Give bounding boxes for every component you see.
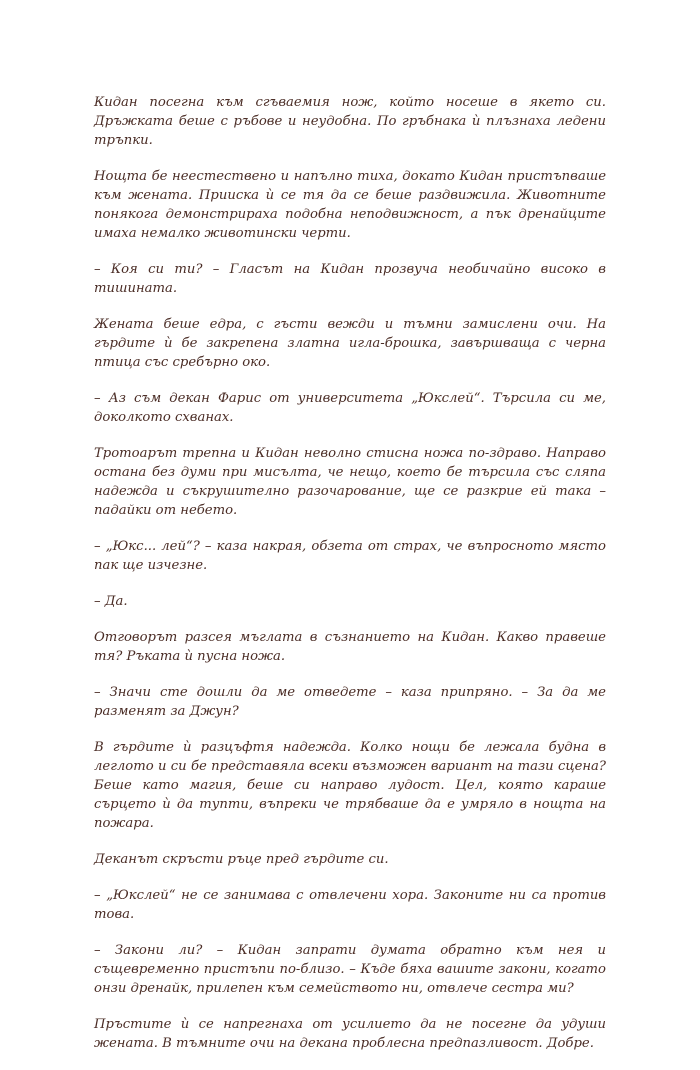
paragraph: В гърдите ѝ разцъфтя надежда. Колко нощи бе лежала будна в леглото и си бе представяла всеки възможен вариант на тази сцена? Беше като магия, беше си направо лудост. Цел, която караше сърцето ѝ да тупти, въпреки че трябваше да е умряло в нощта на пожара. (94, 740, 606, 831)
page-body (94, 93, 606, 1070)
paragraph: Жената беше едра, с гъсти вежди и тъмни замислени очи. На гърдите ѝ бе закрепена златна игла-брошка, завършваща с черна птица със сребърно око. (94, 317, 606, 370)
paragraph: Отговорът разсея мъглата в съзнанието на Кидан. Какво правеше тя? Ръката ѝ пусна ножа. (94, 630, 606, 664)
paragraph: Кидан посегна към сгъваемия нож, който носеше в якето си. Дръжката беше с ръбове и неудобна. По гръбнака ѝ плъзнаха ледени тръпки. (94, 95, 606, 148)
paragraph: Тротоарът трепна и Кидан неволно стисна ножа по-здраво. Направо остана без думи при мисълта, че нещо, което бе търсила със сляпа надежда и съкрушително разочарование, ще се разкрие ей така – падайки от небето. (94, 446, 606, 518)
paragraph: – Да. (94, 594, 128, 609)
paragraph: – Аз съм декан Фарис от университета „Юкслей“. Търсила си ме, доколкото схванах. (94, 391, 606, 425)
paragraph: Пръстите ѝ се напрегнаха от усилието да не посегне да удуши жената. В тъмните очи на декана проблесна предпазливост. Добре. (94, 1017, 606, 1051)
paragraph: – Закони ли? – Кидан запрати думата обратно към нея и същевременно пристъпи по-близо. – Къде бяха вашите закони, когато онзи дренайк, прилепен към семейството ни, отвлече сестра ми? (94, 943, 606, 996)
paragraph: – „Юкс... лей“? – каза накрая, обзета от страх, че въпросното място пак ще изчезне. (94, 539, 606, 573)
paragraph: – Коя си ти? – Гласът на Кидан прозвуча необичайно високо в тишината. (94, 262, 606, 296)
paragraph: Нощта бе неестествено и напълно тиха, докато Кидан пристъпваше към жената. Прииска ѝ се тя да се беше раздвижила. Животните понякога демонстрираха подобна неподвижност, а пък дренайците имаха немалко животински черти. (94, 169, 606, 241)
paragraph: – Значи сте дошли да ме отведете – каза припряно. – За да ме разменят за Джун? (94, 685, 606, 719)
paragraph: Деканът скръсти ръце пред гърдите си. (94, 852, 389, 867)
paragraph: – „Юкслей“ не се занимава с отвлечени хора. Законите ни са против това. (94, 888, 606, 922)
